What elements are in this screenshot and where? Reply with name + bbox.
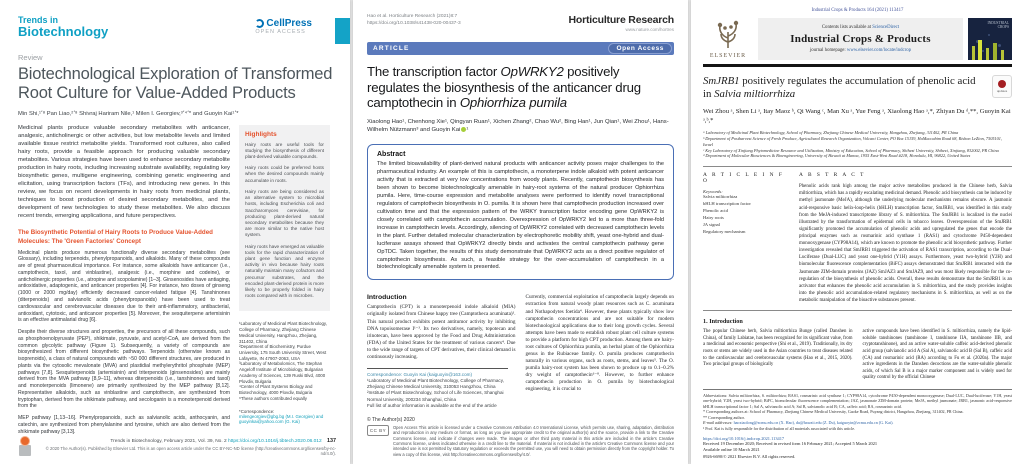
elsevier-logo [703, 18, 753, 60]
highlights-box [239, 125, 330, 312]
affiliation: ⁴Center of Plant Systems Biology and Biotechnology, 4000 Plovdiv, Bulgaria [239, 384, 313, 395]
keyword: JA signal [703, 221, 720, 227]
affiliation: ²Department of Biochemistry, Purdue University, 175 South University Street, West Lafayette, IN 47907-2063, USA [239, 344, 327, 361]
keyword: Hairy roots [703, 214, 724, 220]
available-online: Available online 10 March 2021 [703, 447, 760, 453]
page-number: 137 [327, 438, 336, 444]
citation-doi[interactable]: https://doi.org/10.1038/s41438-020-00437-3 [367, 20, 461, 26]
journal-masthead [18, 16, 108, 39]
abstract-text: Phenolic acids rank high among the major active metabolites produced in the Chinese herb, Salvia miltiorrhiza, which has a rapidly escalating medicinal demand. Phenolic acid biosynthesis can be induced by methyl jasmonate (MeJA), although the underlying molecular mechanisms remains obscure. A jasmonic acid-responsive basic helix-loop-helix (bHLH) transcription factor, SmJRB1, was identified in this study from the MeJA-induced transcriptome library of S. miltiorrhiza. The SmJRB1 is localized in the nuclei illustrated by the transformation of epidermal cells in tobacco leaves. Overexpression of the SmJRB1 significantly promoted the accumulation of phenolic acids and upregulated the genes that encode the principal enzymes such as rosmarinic acid synthase 1 (RAS1) and cytochrome P450-dependent monooxygenase (CYP98A14), which are known to promote the phenolic acid biosynthetic pathway. Further investigation revealed that SmJRB1 triggered the activation of RAS1 transcription, according to the Dual-Luciferase (Dual-LUC) and yeast one-hybrid (Y1H) assays. Furthermore, yeast two-hybrid (Y2H) and biomolecular fluorescence complementation (BiFC) assays demonstrated that SmJRB1 interacted with the Jasmonate ZIM-domain proteins (JAZ) SmJAZ3 and SmJAZ9, and was most likely responsible for the co-regulation of the biosynthesis of phenolic acids. Overall, these results demonstrate that the SmJRB1 is an activator that enhances the phenolic acid accumulation in S. miltiorrhiza, and the study provides insights into the phenolic acid accumulation-related regulatory mechanisms in S. miltiorrhiza, as well as on the metabolic manipulation of the bioactive substances present. [799, 184, 1012, 303]
abstract-text: The limited bioavailability of plant-derived natural products with anticancer activity poses major challenges to the pharmaceutical industry. An example of this is camptothecin, a monoterpene indole alkaloid with potent anticancer activity that is extracted at very low concentrations from woody plants. Recently, camptothecin biosynthesis has been shown to become biotechnologically amenable in hairy-root systems of the natural producer Ophiorrhiza pumila. Here, time-course expression and metabolite analyses were performed to identify novel transcriptional regulators of camptothecin biosynthesis in O. pumila. It is shown here that camptothecin production increased over cultivation time and that the expression pattern of the WRKY transcription factor encoding gene OpWRKY2 is closely correlated with camptothecin accumulation. Overexpression of OpWRKY2 led to a more than three-fold increase in camptothecin levels. Accordingly, silencing of OpWRKY2 correlated with decreased camptothecin levels in the plant. Further detailed molecular characterization by electrophoretic mobility shift, yeast one-hybrid and dual-luciferase assays showed that OpWRKY2 directly binds and activates the central camptothecin pathway gene OpTDC. Taken together, the results of this study demonstrate that OpWRKY2 acts as a direct positive regulator of camptothecin biosynthesis. As such, a feasible strategy for the over-accumulation of camptothecin in a biotechnologically amenable system is presented. [377, 161, 664, 271]
authors-line: Min Shi,¹٬⁸ Pan Liao,²٬⁸ Shivraj Hariram Nile,¹ Milen I. Georgiev,³٬⁴٬* and Guoyin Kai¹٬* [18, 110, 239, 117]
journal-block [568, 14, 674, 32]
citation-block [367, 14, 461, 28]
footnote-rule [367, 368, 508, 369]
cover-title: INDUSTRIAL CROPS [987, 21, 1009, 30]
keyword: bHLH transcription factor [703, 201, 751, 207]
highlight-item: Hairy roots could be preferred hosts when the desired compounds mainly accumulate in roots. [245, 165, 324, 183]
introduction-heading: Introduction [367, 294, 407, 302]
elsevier-tree-icon [711, 18, 745, 52]
copyright-line: © The Author(s) 2020 [367, 417, 415, 424]
journal-name: Horticulture Research [568, 14, 674, 26]
abbreviations-text: Abbreviations: Salvia miltiorrhiza, S. miltiorrhiza; RAS1, rosmarinic acid synthase 1; CYP98A14, cytochrome P450-dependent monooxygenase; Dual-LUC, Dual-luciferase; Y1H, yeast one-hybrid; Y2H, yeast two-hybrid; BiFC, biomolecular fluorescence complementation; JAZ, jasmonate ZIM-domain protein; MeJA, methyl jasmonate; JRB1, jasmonic acid-responsive bHLH transcriptional factor 1; Sal A, salvianolic acid A; Sal B, salvianolic acid B; CA, caffeic acid; RA, rosmarinic acid. [703, 392, 1012, 409]
correspondence-footnote [367, 372, 516, 409]
email-addresses-line: E-mail addresses: haoxiaolong@zcmu.edu.cn (X. Hao), du@hawaii.edu (Z. Du), kaiguoyin@zcmu.edu.cn (G. Kai). [703, 420, 894, 426]
journal-cover-thumbnail [968, 18, 1012, 60]
journal-name-line2: Biotechnology [18, 24, 109, 40]
footnote-full-list: Full list of author information is available at the end of the article [367, 402, 497, 408]
cellpress-swirl-icon [255, 19, 264, 28]
authors-line: Wei Zhou ᵃ, Shen Li ᵃ, Itay Maoz ᵇ, Qi Wang ᶜ, Man Xu ᵃ, Yue Feng ᵃ, Xiaolong Hao ᵃ,*, Zhiyan Du ᵈ,**, Guoyin Kai ᵃ,ᵇ,* [703, 108, 1011, 125]
intro-paragraph: The popular Chinese herb, Salvia miltiorrhiza Bunge (called Danshen in China), of family Labiatae, has been recognized for its significant value, from a medicinal and economic perspective (Shi et al., 2019). Traditionally, its dry roots or stems are widely used in the Asian countries to treat diseases related to the cardiovascular and cerebrovascular systems (Hao et al., 2015, 2020). Two principal groups of biologically [703, 329, 853, 368]
article-label: ARTICLE [373, 45, 410, 52]
body-paragraph: Medicinal plants produce numerous functionally diverse secondary metabolites (see Glossary), including terpenoids, phenylpropanoids, and alkaloids. Many of these compounds are of great pharmaceutical importance. For instance, some alkaloids have anticancer (i.e., camptothecin, taxol, and vinblastine), analgesic (i.e., morphine and codeine), or anticholinergic properties (i.e., atropine and scopolamine) [1–3]. Ginsenosides have antiaging, antioxidative, adaptogenic, and anticancer properties [4]. For instance, two doses of ginseng (1000 or 2000 mg/day) efficiently decreased cancer-related fatigue [4]. Tanshinones (diterpenoids) and salvianolic acids (phenylpropanoids) have been used to treat cardiovascular and cerebrovascular diseases due to their anti-inflammatory, antibacterial, antioxidant, cytotoxic, and anticancer properties [5]. Moreover, the sesquiterpene artemisinin is an effective antimalarial drug [6]. [18, 249, 230, 324]
body-paragraph: Despite their diverse structures and properties, the precursors of all these compounds, such as phosphoenolpyruvate (PEP), shikimate, pyruvate, and acetyl-CoA, are derived from the common glycolytic pathway (Figure 1). Subsequently, a variety of compounds are biosynthesized from different biosynthetic pathways. Terpenoids (otherwise known as isoprenoids), a class of natural compounds with ~50 000 different structures, are produced in plants via the cytosolic mevalonate (MVA) and plastidial methylerythritol phosphate (MEP) pathways [7,8]. Sesquiterpenoids (artemisinin) and triterpenoids (ginsenosides) are mainly derived from the MVA pathway [8,9–11], whereas diterpenoids (i.e., tanshinones and taxol) and monoterpenoids (limonene) are primarily synthesized by the MEP pathway [8,12]. Representative alkaloids, such as vinblastine and camptothecin, are synthesized from tryptophan, derived from the shikimate pathway, and secologanin is a monoterpenoid derived from the [18, 329, 230, 410]
article-title: The transcription factor OpWRKY2 positively regulates the biosynthesis of the anticancer drug camptothecin in Ophiorrhiza pumila [367, 64, 641, 111]
body-paragraph: MEP pathway [1,13–16]. Phenylpropanoids, such as salvianolic acids, anthocyanin, and catechin, are synthesized from phenylalanine and tyrosine, which are also derived from the shikimate pathway [3,13]. [18, 415, 230, 435]
intro-right-column [526, 294, 675, 409]
sciencedirect-link[interactable]: ScienceDirect [872, 25, 900, 30]
email-links[interactable]: haoxiaolong@zcmu.edu.cn (X. Hao), du@hawaii.edu (Z. Du), kaiguoyin@zcmu.edu.cn (G. Kai). [733, 420, 894, 426]
footnotes-block [703, 389, 1012, 460]
affiliations-block [703, 130, 1012, 159]
open-access-label: OPEN ACCESS [255, 29, 306, 35]
p1-body-columns [18, 125, 336, 436]
intro-paragraph: Camptothecin (CPT) is a monoterpenoid indole alkaloid (MIA) originally isolated from Chinese happy tree (Camptotheca acuminata)¹. This natural product exhibits potent antitumor activity by inhibiting DNA topoisomerase I¹⁻³. Its two derivatives, namely, topotecan and irinotecan, have been approved by the Food and Drug Administration (FDA) of the United States for the treatment of various cancers⁴. Due to the wide range of targets of CPT derivatives, their clinical demand is continuously increasing. [367, 304, 516, 360]
intro-paragraph: active compounds have been identified in S. miltiorrhiza, namely the lipid-soluble tanshinones (tanshinone I, tanshinone IIA, tanshinone IIB, and cryptotanshinone), and an active water-soluble caffeic acid-derived phenolic acid group (salvianolic acid A (Sal A), salvianolic acid B (Sal B), caffeic acid (CA) and rosmarinic acid (RA) according to Fu et al. (2020a). The major active ingredients in the Danshen decoctions are the water-soluble phenolic acids, of which Sal B is a major marker component and is widely used for quality control by the official Chinese [862, 329, 1012, 381]
p1-main-column [18, 125, 230, 436]
p1-sidebar [239, 125, 330, 436]
section-heading: The Biosynthetic Potential of Hairy Roots to Produce Value-Added Molecules: The 'Green Factories' Concept [18, 229, 213, 245]
journal-header-band [758, 18, 963, 60]
article-title: SmJRB1 positively regulates the accumulation of phenolic acid in Salvia miltiorrhiza [703, 74, 976, 100]
cellpress-logo [255, 18, 312, 29]
article-info-title: A R T I C L E I N F O [703, 172, 784, 185]
homepage-link[interactable]: www.elsevier.com/locate/indcrop [846, 48, 912, 53]
correspondence-label: *Correspondence: [239, 409, 275, 415]
paper-trends-in-biotechnology [0, 0, 350, 464]
elsevier-wordmark: ELSEVIER [709, 53, 747, 59]
highlight-item: Hairy roots are being considered as an alternative system to microbial hosts, including Escherichia coli and Saccharomyces cerevisiae, for producing plant-derived natural secondary metabolites because they are more similar to the native host system. [245, 188, 324, 238]
p2-header [367, 14, 674, 32]
issn-copyright: 0926-6690/© 2021 Elsevier B.V. All rights reserved. [703, 453, 796, 459]
highlight-item: Hairy roots are useful tools for studying the biosynthesis of different plant-derived valuable compounds. [245, 141, 324, 160]
highlight-item: Hairy roots have emerged as valuable tools for the rapid characterization of plant gene function and enzyme activity in vivo because hairy roots naturally maintain many cofactors and precursor substrates, and the encoded plant-derived protein is more likely to be properly folded in hairy roots compared with in microbes. [245, 243, 324, 299]
publisher-block [255, 18, 312, 35]
footnote-affiliation: ¹Laboratory of Medicinal Plant Biotechnology, College of Pharmacy, Zhejiang Chinese Medical University, 310053 Hangzhou, China [367, 378, 504, 390]
intro-left-column [367, 294, 516, 409]
crossmark-icon [998, 80, 1006, 88]
introduction-columns [703, 329, 1012, 382]
homepage-line: journal homepage: www.elsevier.com/locate/indcrop [809, 48, 912, 53]
article-type-bar [367, 42, 674, 55]
received-dates: Received 19 December 2020; Received in revised form 16 February 2021; Accepted 5 March 2021 [703, 441, 878, 447]
species-name-italic: Ophiorrhiza pumila [459, 95, 567, 111]
authors-line: Xiaolong Hao¹, Chenhong Xie¹, Qingyan Ruan¹, Xichen Zhang², Chao Wu², Bing Han¹, Jun Qian¹, Wei Zhou¹, Hans-Wilhelm Nützmann³ and Guoyin Kai ¹ [367, 118, 669, 133]
keywords-label: Keywords: [703, 189, 723, 195]
species-name-italic: Salvia miltiorrhiza [714, 87, 796, 100]
abstract-title: Abstract [377, 151, 406, 159]
journal-name-line1: Trends in [18, 15, 59, 25]
correspondence-block [239, 409, 330, 424]
license-block [367, 417, 674, 457]
abstract-title: A B S T R A C T [799, 172, 866, 179]
info-abstract-section [703, 166, 1012, 311]
correspondence-line[interactable]: Correspondence: Guoyin Kai (kaiguoyin@163.com) [367, 371, 473, 377]
p1-footer-text [41, 438, 336, 456]
affiliation: ᵈ Department of Molecular Biosciences & Bioengineering, University of Hawaii at Manoa, 1955 East-West Road #218, Honolulu, HI, 96822, United States [703, 153, 971, 159]
highlights-title: Highlights [245, 130, 277, 138]
keyword: Salvia miltiorrhiza [703, 194, 738, 200]
abstract-box [367, 144, 674, 280]
citation-line: Hao et al. Horticulture Research (2021)8:7 [367, 14, 458, 19]
corresponding-author-note: ** Corresponding author. [703, 414, 745, 420]
journal-mark-icon [18, 436, 33, 456]
footer-journal-line: Trends in Biotechnology, February 2021, Vol. 39, No. 2 [110, 439, 227, 444]
footer-doi-link[interactable]: https://doi.org/10.1016/j.tibtech.2020.06.012 [228, 439, 322, 444]
cellpress-wordmark: CellPress [266, 18, 312, 29]
title-row [703, 75, 1012, 102]
cc-by-icon: CC BY [367, 425, 389, 436]
paper-industrial-crops-products [691, 0, 1024, 464]
doi-dates-block [703, 436, 1012, 459]
p1-header [18, 16, 336, 39]
journal-title: Industrial Crops & Products [790, 33, 931, 45]
p3-header [703, 18, 1012, 60]
journal-url[interactable]: www.nature.com/hortres [625, 27, 674, 32]
footer-copyright: © 2020 The Author(s). Published by Elsevier Ltd. This is an open access article under the CC BY-NC-ND license (http://creativecommons.org/licenses/by-nc-nd/4.0/). [45, 446, 336, 456]
article-title: Biotechnological Exploration of Transformed Root Culture for Value-Added Products [18, 65, 333, 102]
p1-footer [18, 436, 336, 456]
affiliation: ¹Laboratory of Medicinal Plant Biotechnology, College of Pharmacy, Zhejiang Chinese Medical University, Hangzhou, Zhejiang, 311402, China [239, 321, 328, 344]
affiliation: ᵇ Department of Postharvest Science of Fresh Produce, Agricultural Research Organization, Volcani Center, PO Box 15159, HaMaccabim Road 68, Rishon LeZion, 7505101, Israel [703, 136, 1003, 147]
article-info-column [703, 172, 789, 304]
keyword: Regulatory mechanism [703, 228, 746, 234]
affiliation: ³Laboratory of Metabolomics, The Stephan Angeloff Institute of Microbiology, Bulgarian Academy of Sciences, 139 Ruski Blvd, 4000 Plovdiv, Bulgaria [239, 361, 326, 384]
affiliation: ᵃ Laboratory of Medicinal Plant Biotechnology, School of Pharmacy, Zhejiang Chinese Medical University, Hangzhou, Zhejiang, 311402, PR China [703, 130, 959, 136]
affiliation: ⁸These authors contributed equally [239, 395, 307, 401]
introduction-heading: 1. Introduction [703, 318, 743, 326]
doi-link[interactable]: https://doi.org/10.1016/j.indcrop.2021.113417 [703, 436, 785, 442]
materials-note: ¹ Prof. Kai is fully responsible for the distribution of all materials associated with this article. [703, 425, 856, 431]
header-rule [703, 64, 1012, 67]
abstract-column [799, 172, 1012, 304]
affiliation: ᶜ Key Laboratory of Xinjiang Phytomedicine Resource and Utilization, Ministry of Education, School of Pharmacy, Shihezi University, Shihezi, Xinjiang, 832002, PR China [703, 147, 999, 153]
intro-paragraph: Currently, commercial exploitation of camptothecin largely depends on extraction from natural woody plant resources such as C. acuminata and Nothapodytes foetida⁴. However, these plants typically show low camptothecin concentrations and are not suitable for modern biotechnological applications due to their long growth cycles. Several attempts have been made to establish robust plant cell culture systems to provide a platform for high CPT production. Among them are hairy-root cultures of Ophiorrhiza pumila, an herbal plant of the Ophiorrhiza genus in the Rubiaceae family. O. pumila produces camptothecin naturally in various organs, such as roots, stems, and leaves⁵. The O. pumila hairy-root system has been shown to produce up to 0.1–0.2% dry weight of camptothecin⁶⁻⁸. However, to further enhance camptothecin production in O. pumila by biotechnological engineering, it is crucial to [525, 294, 674, 393]
page-edge-tab [335, 18, 350, 44]
running-head: Industrial Crops & Products 164 (2021) 113417 [811, 8, 904, 13]
correspondence-email-links[interactable]: milengeorgiev@gbg.bg (M.I. Georgiev) and guoyinkai@yahoo.com (G. Kai) [239, 414, 324, 425]
gene-name-italic: OpWRKY2 [500, 64, 564, 79]
license-text: Open Access This article is licensed under a Creative Commons Attribution 4.0 International License, which permits use, sharing, adaptation, distribution and reproduction in any medium or format, as long as you give appropriate credit to the original author(s) and the source, provide a link to the Creative Commons license, and indicate if changes were made. The images or other third party material in this article are included in the article's Creative Commons license, unless indicated otherwise in a credit line to the material. If material is not included in the article's Creative Commons license and your intended use is not permitted by statutory regulation or exceeds the permitted use, you will need to obtain permission directly from the copyright holder. To view a copy of this license, visit http://creativecommons.org/licenses/by/4.0/. [393, 425, 674, 457]
introduction-columns [367, 294, 674, 409]
paper-horticulture-research [353, 0, 688, 464]
footnote-affiliation: ²Institute of Plant Biotechnology, School of Life Sciences, Shanghai Normal University, 200234 Shanghai, China [367, 390, 504, 402]
keyword: Phenolic acid [703, 208, 728, 214]
contents-line: Contents lists available at ScienceDirect [821, 25, 900, 30]
gene-name-italic: SmJRB1 [703, 74, 740, 87]
abstract-text: Medicinal plants produce valuable secondary metabolites with anticancer, analgesic, anticholinergic or other activities, but low metabolite levels and limited available tissue restrict metabolite yields. Transformed root cultures, also called hairy roots, provide a feasible approach for producing valuable secondary metabolites. Various strategies have been used to enhance secondary metabolite production in hairy roots, including increasing substrate availability, regulating key biosynthetic genes, multigene engineering, combining genetic engineering and elicitation, using transcription factors (TFs), and introducing new genes. In this review, we focus on recent developments in hairy roots from medicinal plants, techniques to boost production of desired secondary metabolites, and the development of new technologies to study these metabolites. We also discuss recent trends, emerging applications, and future perspectives. [18, 124, 230, 219]
corresponding-authors-note: * Corresponding authors at: School of Pharmacy, Zhejiang Chinese Medical University, Gaoke Road, Puyang district, Hangzhou, Zhejiang, 311402, PR China. [703, 409, 964, 415]
affiliations-block [239, 321, 330, 401]
article-type-label: Review [18, 53, 43, 63]
open-access-pill: Open Access [608, 43, 672, 54]
check-for-updates-badge[interactable]: updates [992, 75, 1012, 98]
